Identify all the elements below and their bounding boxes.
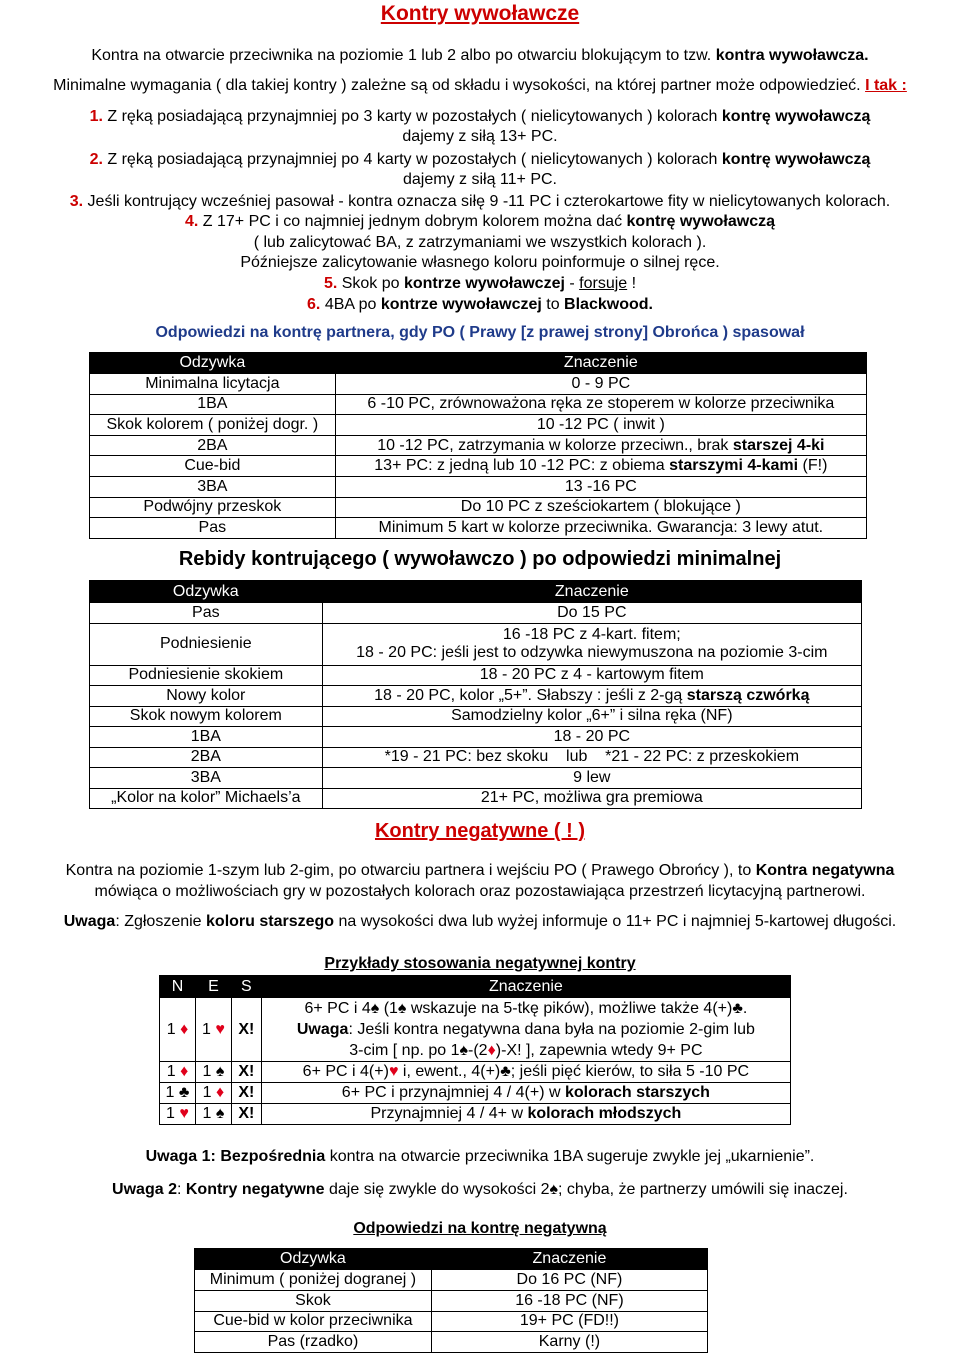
cell-line — [265, 1019, 787, 1040]
rule-text: - — [564, 275, 580, 292]
cell-e — [195, 1062, 231, 1083]
table-row — [90, 747, 862, 768]
spade-icon: ♠ — [215, 1105, 225, 1122]
para-text: : Zgłoszenie — [115, 913, 207, 930]
para-text: na wysokości dwa lub wyżej informuje o 11+ PC i najmniej 5-kartowej długości. — [334, 913, 897, 930]
rule-text: Jeśli kontrujący wcześniej pasował - kontra oznacza siłę 9 -11 PC i czterokartowe fity w nielicytowanych kolorach. — [83, 193, 891, 210]
club-icon: ♣ — [178, 1084, 190, 1101]
note-text: daje się zwykle do wysokości 2 — [324, 1181, 550, 1198]
cell-bid: 2BA — [90, 435, 336, 456]
table-row — [90, 623, 862, 665]
negative-responses-table — [194, 1248, 708, 1353]
cell-bid: 3BA — [90, 476, 336, 497]
page-title: Kontry wywoławcze — [380, 2, 580, 25]
cell-meaning: 9 lew — [322, 768, 861, 789]
double-mark: X! — [238, 1084, 255, 1101]
examples-table — [159, 975, 791, 1125]
cell-line: 16 -18 PC z 4-kart. fitem; — [502, 626, 681, 643]
cell-meaning — [335, 456, 866, 477]
club-icon: ♣ — [500, 1063, 511, 1080]
cell-line — [265, 998, 787, 1019]
rule-text: 4BA po — [320, 296, 381, 313]
cell-text: 13+ PC: z jedną lub 10 -12 PC: z obiema — [374, 457, 670, 475]
rule-4-note: Późniejsze zalicytowanie własnego koloru poinformuje o silnej ręce. — [240, 254, 720, 271]
cell-meaning — [261, 1083, 790, 1104]
cell-meaning: 18 - 20 PC z 4 - kartowym fitem — [322, 665, 861, 686]
cell-text: )-X! ], zapewnia wtedy 9+ PC — [495, 1042, 703, 1059]
rule-text: Z 17+ PC i co najmniej jednym dobrym kolorem można dać — [198, 213, 627, 230]
spade-icon: ♠ — [459, 1042, 469, 1059]
cell-meaning — [261, 1104, 790, 1125]
bid-level: 1 — [166, 1105, 175, 1122]
cell-meaning: 10 -12 PC ( inwit ) — [335, 415, 866, 436]
cell-n — [160, 998, 196, 1062]
rule-term: kontrze wywoławczej — [380, 296, 542, 313]
table-row — [160, 1104, 791, 1125]
rule-number: 1. — [89, 108, 103, 125]
header-meaning: Znaczenie — [322, 581, 861, 603]
cell-text: 18 - 20 PC, kolor „5+”. Słabszy : jeśli z 2-gą — [374, 686, 687, 704]
cell-meaning: 18 - 20 PC — [322, 727, 861, 748]
bid-level: 1 — [201, 1020, 211, 1038]
rule-3 — [0, 192, 960, 213]
header-bid: Odzywka — [195, 1249, 432, 1270]
rule-text: Skok po — [337, 275, 404, 292]
cell-bid: Skok — [195, 1290, 432, 1311]
table-row — [90, 415, 867, 436]
rule-term: kontrę wywoławczą — [721, 151, 871, 168]
cell-meaning: Do 15 PC — [322, 603, 861, 624]
cell-meaning — [261, 998, 790, 1062]
cell-text: (1 — [379, 1000, 398, 1017]
cell-text: 6+ PC i 4 — [304, 1000, 371, 1017]
cell-bid: Podniesienie — [90, 623, 323, 665]
cell-term: kolorach młodszych — [527, 1105, 682, 1122]
cell-s — [231, 1083, 261, 1104]
cell-bid: Minimalna licytacja — [90, 374, 336, 395]
cell-term: starszymi 4-kami — [669, 457, 799, 475]
table-row — [90, 456, 867, 477]
note-text: ; chyba, że partnerzy umówili się inaczej. — [558, 1181, 848, 1198]
cell-meaning: 6 -10 PC, zrównoważona ręka ze stoperem w kolorze przeciwnika — [335, 394, 866, 415]
cell-bid: Pas — [90, 603, 323, 624]
note-term: Bezpośrednia — [220, 1148, 326, 1165]
double-mark: X! — [238, 1105, 255, 1122]
table-row — [195, 1332, 708, 1353]
para-term: Kontra negatywna — [755, 862, 895, 879]
spade-icon: ♠ — [549, 1181, 559, 1198]
negative-line-3 — [0, 912, 960, 933]
rule-1-cont: dajemy z siłą 13+ PC. — [402, 128, 558, 145]
rule-term: Blackwood. — [564, 296, 653, 313]
note-text: kontra na otwarcie przeciwnika 1BA sugeruje zwykle jej „ukarnienie”. — [325, 1148, 815, 1165]
para-text: Kontra na poziomie 1-szym lub 2-gim, po otwarciu partnera i wejściu PO ( Prawego Obrońcy ), to — [65, 862, 756, 879]
bid-level: 1 — [165, 1084, 175, 1101]
intro-line-1 — [0, 46, 960, 67]
cell-text: -(2 — [468, 1042, 488, 1059]
cell-line: 18 - 20 PC: jeśli jest to odzywka niewymuszona na poziomie 3-cim — [356, 644, 828, 661]
negative-line-1 — [0, 861, 960, 882]
cell-meaning — [335, 435, 866, 456]
rule-number: 5. — [323, 275, 338, 292]
rule-term: kontrze wywoławczej — [403, 275, 565, 292]
table-row — [90, 476, 867, 497]
cell-bid: Cue-bid — [90, 456, 336, 477]
cell-text: ; jeśli pięć kierów, to siła 5 -10 PC — [510, 1063, 750, 1080]
rule-term: kontrę wywoławczą — [626, 213, 776, 230]
subtitle-text: Przykłady stosowania negatywnej kontry — [324, 955, 636, 972]
header-e: E — [195, 976, 231, 998]
diamond-icon: ♦ — [215, 1084, 225, 1101]
cell-meaning: *19 - 21 PC: bez skoku lub *21 - 22 PC: z przeskokiem — [322, 747, 861, 768]
cell-bid: 2BA — [90, 747, 323, 768]
rule-underlined: forsuje — [579, 275, 628, 292]
rule-2-cont: dajemy z siłą 11+ PC. — [403, 171, 557, 188]
heart-icon: ♥ — [215, 1020, 225, 1038]
cell-bid: Nowy kolor — [90, 686, 323, 707]
cell-meaning: 16 -18 PC (NF) — [431, 1290, 707, 1311]
cell-meaning: Karny (!) — [431, 1332, 707, 1353]
rule-1 — [0, 107, 960, 128]
table-row — [195, 1311, 708, 1332]
diamond-icon: ♦ — [180, 1063, 189, 1080]
subtitle-text: Odpowiedzi na kontrę negatywną — [353, 1220, 607, 1237]
cell-text: wskazuje na 5-tkę pików), możliwe także 4(+) — [406, 1000, 733, 1017]
rebids-table — [89, 580, 862, 809]
rule-4-cont: ( lub zalicytować BA, z zatrzymaniami we wszystkich kolorach ). — [253, 234, 707, 251]
heart-icon: ♥ — [179, 1105, 189, 1122]
cell-term: Uwaga — [296, 1021, 349, 1038]
club-icon: ♣ — [732, 1000, 743, 1017]
intro-line-2 — [0, 76, 960, 97]
header-bid: Odzywka — [90, 353, 336, 374]
double-mark: X! — [238, 1020, 255, 1038]
table-header-row — [160, 976, 791, 998]
note-term: Kontry negatywne — [185, 1181, 325, 1198]
header-bid: Odzywka — [90, 581, 323, 603]
cell-text: 6+ PC i przynajmniej 4 / 4(+) w — [341, 1084, 565, 1101]
cell-bid: 3BA — [90, 768, 323, 789]
cell-bid: „Kolor na kolor” Michaels’a — [90, 788, 323, 809]
cell-text: 10 -12 PC, zatrzymania w kolorze przeciwn., brak — [377, 436, 733, 454]
rule-2 — [0, 150, 960, 171]
intro-text: Kontra na otwarcie przeciwnika na poziomie 1 lub 2 albo po otwarciu blokującym to tzw. — [91, 47, 716, 64]
table-row — [90, 435, 867, 456]
table-row — [160, 1083, 791, 1104]
cell-bid: Minimum ( poniżej dogranej ) — [195, 1270, 432, 1291]
section-heading-rebids: Rebidy kontrującego ( wywoławczo ) po odpowiedzi minimalnej — [178, 548, 782, 570]
bid-level: 1 — [202, 1105, 212, 1122]
cell-meaning: 0 - 9 PC — [335, 374, 866, 395]
cell-term: starszej 4-ki — [732, 436, 825, 454]
bid-level: 1 — [166, 1020, 176, 1038]
spade-icon: ♠ — [397, 1000, 407, 1017]
table-header-row — [90, 353, 867, 374]
table-row — [195, 1290, 708, 1311]
cell-text: : Jeśli kontra negatywna dana była na poziomie 2-gim lub — [348, 1021, 755, 1038]
cell-n — [160, 1062, 196, 1083]
cell-e — [195, 1104, 231, 1125]
cell-bid: Cue-bid w kolor przeciwnika — [195, 1311, 432, 1332]
cell-s — [231, 998, 261, 1062]
cell-bid: Pas (rzadko) — [195, 1332, 432, 1353]
cell-text: 3-cim [ np. po 1 — [349, 1042, 460, 1059]
cell-meaning: 13 -16 PC — [335, 476, 866, 497]
responses-table — [89, 352, 867, 539]
table-row — [90, 603, 862, 624]
cell-meaning: Do 10 PC z sześciokartem ( blokujące ) — [335, 497, 866, 518]
rule-term: kontrę wywoławczą — [721, 108, 871, 125]
note-2 — [0, 1180, 960, 1201]
header-meaning: Znaczenie — [261, 976, 790, 998]
rule-number: 3. — [69, 193, 84, 210]
cell-meaning — [322, 686, 861, 707]
cell-e — [195, 1083, 231, 1104]
bid-level: 1 — [166, 1063, 176, 1080]
cell-bid: Skok nowym kolorem — [90, 706, 323, 727]
cell-text: (F!) — [798, 457, 828, 475]
table-row — [90, 374, 867, 395]
cell-bid: Podwójny przeskok — [90, 497, 336, 518]
section-subtitle-examples — [0, 955, 960, 973]
double-mark: X! — [238, 1063, 255, 1080]
rule-number: 4. — [184, 213, 199, 230]
cell-s — [231, 1104, 261, 1125]
cell-text: . — [742, 1000, 748, 1017]
cell-meaning — [261, 1062, 790, 1083]
cell-meaning — [322, 623, 861, 665]
bid-level: 1 — [202, 1063, 212, 1080]
rule-4 — [0, 212, 960, 233]
header-meaning: Znaczenie — [335, 353, 866, 374]
negative-line-2: mówiąca o możliwościach gry w pozostałych kolorach oraz pozostawiająca przestrzeń licytacyjną partnerowi. — [94, 883, 866, 900]
rule-5 — [0, 274, 960, 295]
cell-n — [160, 1104, 196, 1125]
cell-bid: Pas — [90, 518, 336, 539]
table-row — [90, 727, 862, 748]
table-row — [90, 768, 862, 789]
cell-line — [265, 1040, 787, 1061]
intro-text: Minimalne wymagania ( dla takiej kontry ) zależne są od składu i wysokości, na której partner może odpowiedzieć. — [53, 77, 866, 94]
table-row — [90, 788, 862, 809]
cell-s — [231, 1062, 261, 1083]
header-meaning: Znaczenie — [431, 1249, 707, 1270]
cell-bid: 1BA — [90, 727, 323, 748]
table-row — [90, 706, 862, 727]
cell-text: 6+ PC i 4(+) — [302, 1063, 389, 1080]
rule-text: to — [541, 296, 565, 313]
note-1 — [0, 1147, 960, 1168]
cell-text: i, ewent., 4(+) — [398, 1063, 501, 1080]
table-row — [160, 998, 791, 1062]
header-n: N — [160, 976, 196, 998]
table-row — [90, 686, 862, 707]
note-label: Uwaga 2 — [112, 1181, 177, 1198]
cell-bid: Skok kolorem ( poniżej dogr. ) — [90, 415, 336, 436]
rule-number: 6. — [307, 296, 321, 313]
para-term: koloru starszego — [206, 913, 335, 930]
rule-number: 2. — [89, 151, 103, 168]
intro-link: I tak : — [865, 77, 907, 94]
cell-bid: Podniesienie skokiem — [90, 665, 323, 686]
cell-term: starszą czwórką — [686, 686, 810, 704]
rule-text: ! — [627, 275, 637, 292]
intro-term: kontra wywoławcza. — [715, 47, 869, 64]
table-row — [90, 394, 867, 415]
table-row — [90, 518, 867, 539]
rule-text: Z ręką posiadającą przynajmniej po 4 karty w pozostałych ( nielicytowanych ) kolorach — [102, 151, 722, 168]
note-text: : — [176, 1181, 186, 1198]
table-row — [90, 497, 867, 518]
table-row — [90, 665, 862, 686]
bid-level: 1 — [202, 1084, 212, 1101]
cell-meaning: 21+ PC, możliwa gra premiowa — [322, 788, 861, 809]
heart-icon: ♥ — [388, 1063, 399, 1080]
table-row — [160, 1062, 791, 1083]
cell-bid: 1BA — [90, 394, 336, 415]
section-subtitle-negative-responses — [0, 1220, 960, 1238]
section-heading-negative: Kontry negatywne ( ! ) — [374, 820, 585, 842]
spade-icon: ♠ — [215, 1063, 225, 1080]
cell-meaning: 19+ PC (FD!!) — [431, 1311, 707, 1332]
cell-text: Przynajmniej 4 / 4+ w — [370, 1105, 528, 1122]
spade-icon: ♠ — [370, 1000, 380, 1017]
cell-term: kolorach starszych — [565, 1084, 710, 1101]
note-label: Uwaga 1: — [145, 1148, 216, 1165]
table-header-row — [90, 581, 862, 603]
para-term: Uwaga — [63, 913, 116, 930]
cell-meaning: Samodzielny kolor „6+” i silna ręka (NF) — [322, 706, 861, 727]
rule-6 — [0, 295, 960, 316]
cell-meaning: Do 16 PC (NF) — [431, 1270, 707, 1291]
diamond-icon: ♦ — [487, 1042, 496, 1059]
section-subtitle-responses: Odpowiedzi na kontrę partnera, gdy PO ( Prawy [z prawej strony] Obrońca ) spasował — [155, 324, 805, 341]
table-header-row — [195, 1249, 708, 1270]
cell-n — [160, 1083, 196, 1104]
cell-e — [195, 998, 231, 1062]
cell-meaning: Minimum 5 kart w kolorze przeciwnika. Gwarancja: 3 lewy atut. — [335, 518, 866, 539]
diamond-icon: ♦ — [180, 1020, 189, 1038]
rule-text: Z ręką posiadającą przynajmniej po 3 karty w pozostałych ( nielicytowanych ) kolorach — [102, 108, 722, 125]
header-s: S — [231, 976, 261, 998]
table-row — [195, 1270, 708, 1291]
